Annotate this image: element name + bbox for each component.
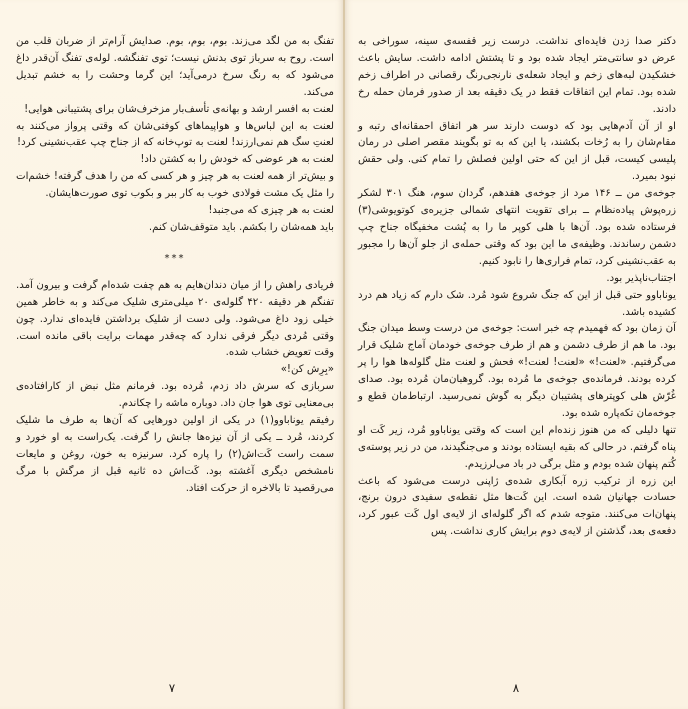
paragraph: تنها دلیلی که من هنوز زنده‌ام این است که وقتی یوناباوو مُرد، زیر کَت او پناه گرفتم. در حالی که بقیه ایستاده بودند و می‌جنگیدند، من در زیر پوسته‌ی کُتم پنهان شده بودم و مثل برگی در باد می‌لرزیدم.: [358, 424, 676, 470]
paragraph: فریادی راهش را از میان دندان‌هایم به هم چفت شده‌ام گرفت و بیرون آمد. تفنگم هر دقیقه ۴۲۰ گلوله‌ی ۲۰ میلی‌متری شلیک می‌کند و به خاطر همین خیلی زود داغ می‌شود. ولی دست از شلیک برداشتن فایده‌ای ندارد. چون وقتی مُردی دیگر فرقی ندارد که چه‌قدر مهمات برایت باقی مانده است. وقت تعویض خشاب شده.: [16, 279, 334, 359]
paragraph: باید همه‌شان را بکشم. باید متوقف‌شان کنم.: [148, 221, 334, 233]
left-page-text: [16, 34, 334, 498]
book-gutter: [343, 0, 345, 709]
paragraph: و بیش‌تر از همه لعنت به هر چیز و هر کسی که من را هدف گرفته! خشم‌ات را مثل یک مشت فولادی خوب به کار ببر و بکوب توی صورت‌هایشان.: [16, 171, 334, 200]
paragraph: «بِرِش کن!»: [280, 364, 334, 376]
paragraph: رفیقم یوناباوو(۱) در یکی از اولین دورهایی که آن‌ها به طرف ما شلیک کردند، مُرد ــ یکی از آن نیزه‌ها جانش را گرفت. یک‌راست به او خورد و سمت راست کَت‌اش(۲) را پاره کرد. سرنیزه به خون، روغن و مایعات نامشخص دیگری آغشته بود. کَت‌اش ده ثانیه قبل از مرگش با مرگ می‌رقصید تا بالاخره از حرکت افتاد.: [16, 415, 335, 494]
paragraph: آن زمان بود که فهمیدم چه خبر است: جوخه‌ی من درست وسط میدان جنگ بود. ما هم از طرف دشمن و هم از طرف جوخه‌ی خودمان آماج شلیک قرار می‌گرفتیم. «لعنت!» «لعنت! لعنت!» فحش و لعنت مثل گلوله‌ها هوا را پر کرده بودند. فرمانده‌ی جوخه‌ی ما مُرده بود. گروهبان‌مان مُرده بود. صدای غُرّش هلی کوپترهای پشتیبان دیگر به گوش نمی‌رسید. ارتباط‌مان قطع و جوخه‌مان تکه‌پاره شده بود.: [358, 323, 676, 419]
right-page: [344, 0, 688, 709]
section-separator: ***: [164, 252, 186, 264]
paragraph: جوخه‌ی من ــ ۱۴۶ مرد از جوخه‌ی هفدهم، گردان سوم، هنگ ۳۰۱ لشکر زره‌پوش پیاده‌نظام ــ برای تقویت انتهای شمالی جزیره‌ی کوتویوشی(۳) فرستاده شده بود. آن‌ها با هلی کوپر ما را به پُشت مخفیگاه جناح چپ دشمن رساندند. وظیفه‌ی ما این بود که وقتی حمله‌ی از جلو آن‌ها را مجبور به عقب‌نشینی کرد، تمام فراری‌ها را نابود کنیم.: [358, 188, 676, 267]
paragraph: لعنت به این لباس‌ها و هواپیماهای کوفتی‌شان که وقتی پرواز می‌کنند به لعنتِ سگ هم نمی‌ارزند! لعنت به توپ‌خانه که از جناح چپ عقب‌نشینی کرد!: [16, 120, 334, 149]
page-number: ۸: [512, 681, 520, 695]
paragraph: سربازی که سرش داد زدم، مُرده بود. فرمانم مثل نبض از کارافتاده‌ی بی‌معنایی توی هوا جان داد. دوباره ماشه را چکاندم.: [16, 381, 334, 410]
paragraph: او از آن آدم‌هایی بود که دوست دارند سر هر اتفاق احمقانه‌ای رتبه و مقام‌شان را به رُخات بکشند، یا این که به تو بگویند مقصر اصلی در رمان پلیسی کیست، قبل از این که حتی اولین فصلش را تمام کنی. ولی حقش نبود بمیرد.: [358, 120, 676, 183]
paragraph: لعنت به افسر ارشد و بهانه‌ی تأسف‌بار مزخرف‌شان برای پشتیبانی هوایی!: [24, 103, 334, 115]
paragraph: تفنگ به من لگد می‌زند. بوم، بوم، بوم. صدایش آرام‌تر از ضربان قلب من است. روح به سرباز توی بدنش نیست؛ توی تفنگشه. لوله‌ی تفنگ آن‌قدر داغ می‌شود که به رنگ سرخ درمی‌آید؛ این گرما وحشت را به خشم تبدیل می‌کند.: [16, 36, 334, 98]
paragraph: دکتر صدا زدن فایده‌ای نداشت. درست زیر قفسه‌ی سینه، سوراخی به عرض دو سانتی‌متر ایجاد شده بود و تا پشتش ادامه داشت. سایش باعث خشکیدن لبه‌های زخم و ایجاد شعله‌ی نارنجی‌رنگ رقصانی در اطراف زخم شده بود. تمام این اتفاقات فقط در یک دقیقه بعد از صدور فرمان حمله رخ دادند.: [358, 36, 676, 115]
paragraph: این زره از ترکیب زره آبکاری شده‌ی ژاپنی درست می‌شود که باعث حسادت جهانیان شده است. این کَت‌ها مثل نقطه‌ی سفیدی درون برنج، پنهان‌ات می‌کنند. متوجه شدم که اگر گلوله‌ای از لایه‌ی اول کَت عبور کرد، دفعه‌ی بعد، گذشتن از لایه‌ی دوم برایش کاری نداشت. پس: [358, 475, 676, 538]
right-page-text: [358, 34, 676, 541]
paragraph: یوناباوو حتی قبل از این که جنگ شروع شود مُرد. شک دارم که زیاد هم درد کشیده باشد.: [358, 289, 676, 318]
paragraph: لعنت به هر عوضی که خودش را به کشتن داد!: [140, 154, 334, 166]
paragraph: لعنت به هر چیزی که می‌جنبد!: [208, 205, 334, 217]
paragraph: اجتناب‌ناپذیر بود.: [606, 272, 676, 284]
page-number: ۷: [168, 681, 176, 695]
